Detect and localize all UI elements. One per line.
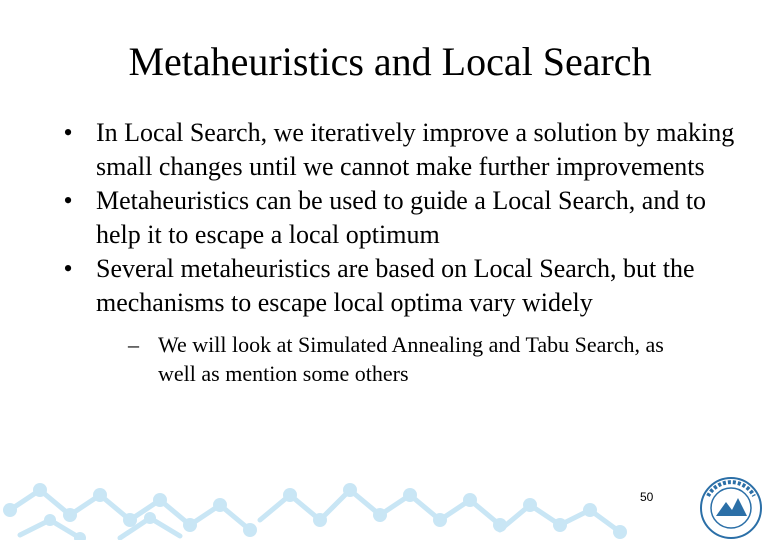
decorative-molecule-pattern [0,470,780,540]
bullet-marker: • [63,254,73,283]
page-number: 50 [640,490,654,504]
bullet-text: In Local Search, we iteratively improve a solution by making small changes until we cannot make further improvements [96,118,735,181]
bullet-item [58,252,748,320]
sub-bullet-item [128,330,698,388]
bullet-list [58,116,748,388]
bullet-marker: • [63,118,73,147]
bullet-text: Metaheuristics can be used to guide a Local Search, and to help it to escape a local optimum [96,186,707,249]
bullet-item [58,184,748,252]
bullet-text: Several metaheuristics are based on Local Search, but the mechanisms to escape local optima vary widely [96,254,695,317]
slide-title: Metaheuristics and Local Search [128,39,652,84]
university-logo-icon [694,474,768,540]
bullet-item [58,116,748,184]
sub-bullet-text: We will look at Simulated Annealing and Tabu Search, as well as mention some others [158,332,664,386]
sub-bullet-marker: – [128,332,139,357]
bullet-marker: • [63,186,73,215]
